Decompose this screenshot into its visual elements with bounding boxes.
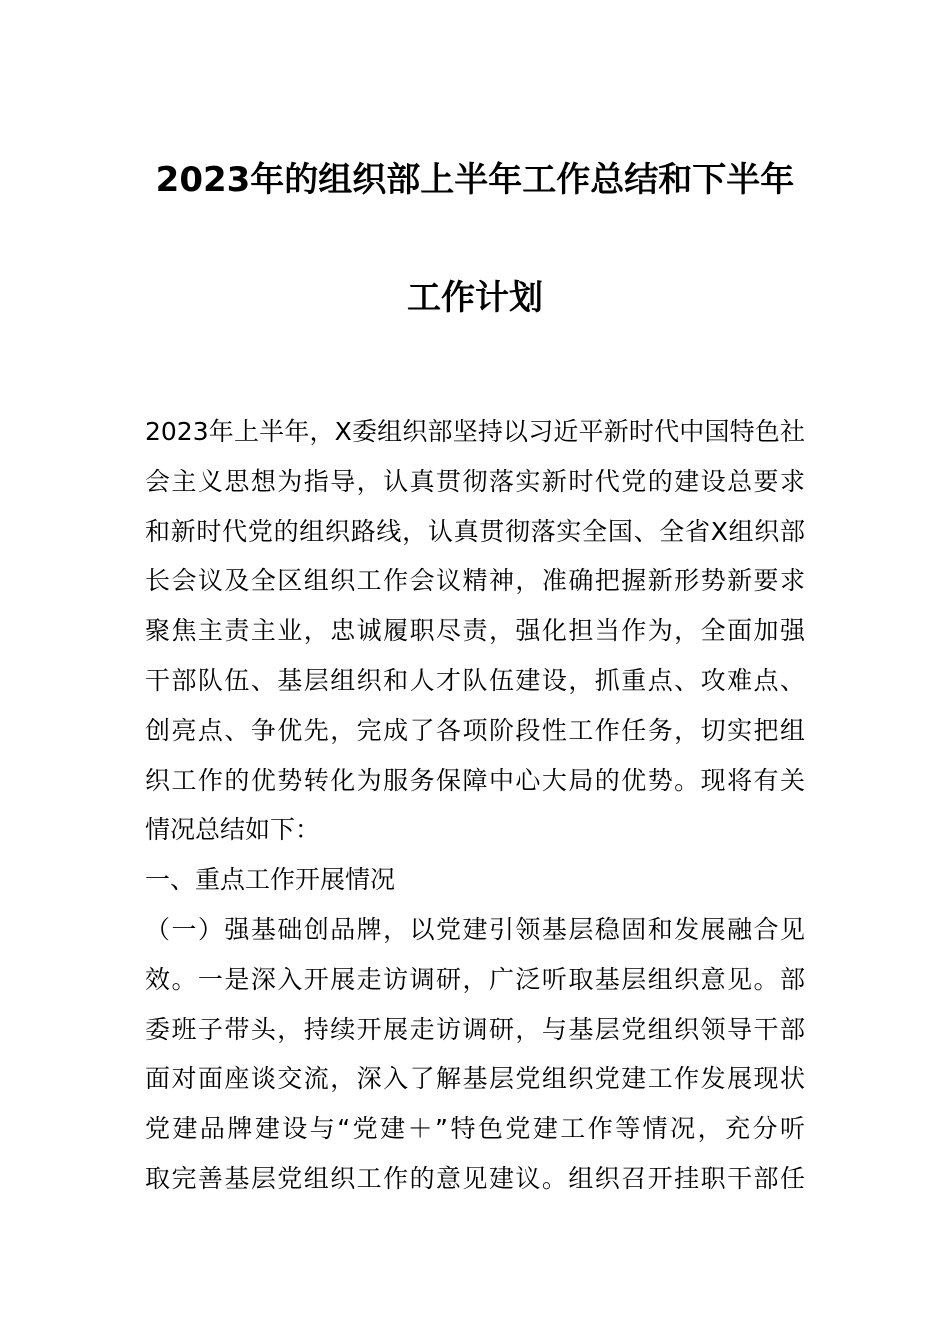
- section-line: 效。一是深入开展走访调研，广泛听取基层组织意见。部: [145, 964, 805, 994]
- paragraph-line: 干部队伍、基层组织和人才队伍建设，抓重点、攻难点、: [145, 665, 805, 695]
- section-line: 取完善基层党组织工作的意见建议。组织召开挂职干部任: [145, 1163, 805, 1193]
- paragraph-line: 织工作的优势转化为服务保障中心大局的优势。现将有关: [145, 765, 805, 795]
- paragraph-line: 和新时代党的组织路线，认真贯彻落实全国、全省X组织部: [145, 516, 805, 546]
- section-line: 党建品牌建设与“党建＋”特色党建工作等情况，充分听: [145, 1114, 805, 1144]
- section-line: 委班子带头，持续开展走访调研，与基层党组织领导干部: [145, 1014, 805, 1044]
- section-heading: 一、重点工作开展情况: [145, 865, 396, 895]
- paragraph-line: 会主义思想为指导，认真贯彻落实新时代党的建设总要求: [145, 466, 805, 496]
- document-title-line-1: 2023年的组织部上半年工作总结和下半年: [155, 160, 795, 200]
- paragraph-line: 情况总结如下：: [145, 815, 321, 845]
- section-line: （一）强基础创品牌，以党建引领基层稳固和发展融合见: [145, 914, 805, 944]
- document-title-line-2: 工作计划: [407, 278, 543, 318]
- paragraph-line: 创亮点、争优先，完成了各项阶段性工作任务，切实把组: [145, 715, 805, 745]
- section-line: 面对面座谈交流，深入了解基层党组织党建工作发展现状: [145, 1064, 805, 1094]
- paragraph-line: 聚焦主责主业，忠诚履职尽责，强化担当作为，全面加强: [145, 616, 805, 646]
- paragraph-line: 2023年上半年，X委组织部坚持以习近平新时代中国特色社: [145, 417, 805, 446]
- document-body: [145, 412, 805, 1209]
- paragraph-line: 长会议及全区组织工作会议精神，准确把握新形势新要求: [145, 566, 805, 596]
